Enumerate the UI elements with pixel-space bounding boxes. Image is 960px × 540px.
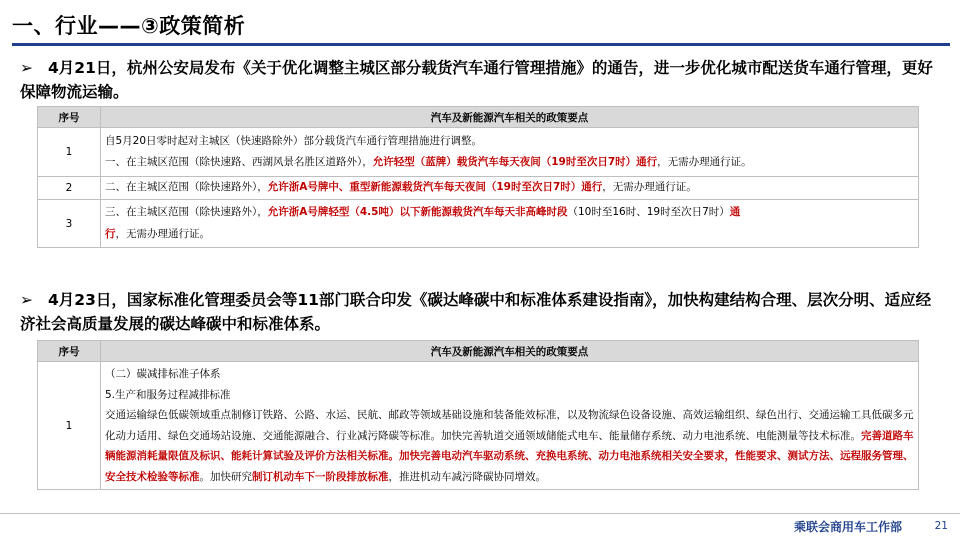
row-text: 5.生产和服务过程减排标准 <box>105 388 231 401</box>
row-content <box>101 200 919 248</box>
footer-org: 乘联会商用车工作部 <box>793 520 902 534</box>
title-divider <box>12 43 950 46</box>
header-content: 汽车及新能源汽车相关的政策要点 <box>101 341 919 362</box>
table-row <box>38 362 919 490</box>
row-text <box>105 405 914 487</box>
highlight-text: 制订机动车下一阶段排放标准 <box>252 470 389 483</box>
row-text <box>105 152 914 174</box>
plain-text: ，推进机动车减污降碳协同增效。 <box>388 470 546 483</box>
plain-text: 二、在主城区范围（除快速路外）， <box>105 181 268 194</box>
highlight-text: 完善道路车辆能源消耗量限值及标识、能耗计算试验及评价方法相关标准。加快完善电动汽车驱动系统、充换电系统、动力电池系统相关安全要求，性能要求、测试方法、远程服务管理、安全技术检验等标准 <box>105 429 914 483</box>
footer-divider <box>0 513 960 514</box>
arrow-bullet-icon: ➢ <box>20 291 33 309</box>
header-num: 序号 <box>38 107 101 128</box>
page-number: 21 <box>934 520 948 532</box>
row-text <box>105 202 914 224</box>
policy-table-1 <box>37 106 919 248</box>
highlight-text: 行 <box>105 227 116 240</box>
table-row <box>38 128 919 177</box>
highlight-text: 允许轻型（蓝牌）载货汽车每天夜间（19时至次日7时）通行 <box>372 156 658 168</box>
table-header-row <box>38 107 919 128</box>
header-content: 汽车及新能源汽车相关的政策要点 <box>101 107 919 128</box>
plain-text: 一、在主城区范围（除快速路、西湖风景名胜区道路外）， <box>105 156 373 168</box>
plain-text: ，无需办理通行证。 <box>657 156 752 168</box>
page-title: 一、行业——③政策简析 <box>12 14 246 38</box>
bullet-text-1: 4月21日，杭州公安局发布《关于优化调整主城区部分载货汽车通行管理措施》的通告，进一步优化城市配送货车通行管理，更好保障物流运输。 <box>20 59 933 101</box>
row-number: 2 <box>38 177 101 200</box>
plain-text: 交通运输绿色低碳领域重点制修订铁路、公路、水运、民航、邮政等领域基础设施和装备能效标准，以及物流绿色设备设施、高效运输组织、绿色出行、交通运输工具低碳多元化动力适用、绿色交通场站设施、交通能源融合、行业减污降碳等标准。加快完善轨道交通领域储能式电车、能量储存系统、动力电池系统、电能测量等技术标准。 <box>105 409 914 442</box>
bullet-text-2: 4月23日，国家标准化管理委员会等11部门联合印发《碳达峰碳中和标准体系建设指南》，加快构建结构合理、层次分明、适应经济社会高质量发展的碳达峰碳中和标准体系。 <box>20 291 932 333</box>
row-text: （二）碳减排标准子体系 <box>105 368 221 380</box>
highlight-text: 通 <box>729 206 741 218</box>
row-number: 1 <box>38 128 101 177</box>
row-content <box>101 362 919 490</box>
table-header-row <box>38 341 919 362</box>
table-row <box>38 200 919 248</box>
plain-text: 。加快研究 <box>199 470 252 483</box>
arrow-bullet-icon: ➢ <box>20 59 33 77</box>
plain-text: ，无需办理通行证。 <box>115 227 210 240</box>
row-text: 自5月20日零时起对主城区（快速路除外）部分载货汽车通行管理措施进行调整。 <box>105 134 483 147</box>
highlight-text: 允许浙A号牌中、重型新能源载货汽车每天夜间（19时至次日7时）通行 <box>267 181 603 194</box>
plain-text: ，无需办理通行证。 <box>602 181 697 194</box>
policy-table-2 <box>37 340 919 490</box>
table-row <box>38 177 919 200</box>
row-number: 3 <box>38 200 101 248</box>
bullet-item-2 <box>20 288 940 336</box>
highlight-text: 允许浙A号牌轻型（4.5吨）以下新能源载货汽车每天非高峰时段 <box>267 206 568 218</box>
row-number: 1 <box>38 362 101 490</box>
plain-text: （10时至16时、19时至次日7时） <box>567 206 730 218</box>
plain-text: 三、在主城区范围（除快速路外）， <box>105 206 268 218</box>
row-text <box>105 224 914 246</box>
header-num: 序号 <box>38 341 101 362</box>
bullet-item-1 <box>20 56 940 104</box>
row-content <box>101 177 919 200</box>
row-content <box>101 128 919 177</box>
row-text <box>105 177 914 199</box>
